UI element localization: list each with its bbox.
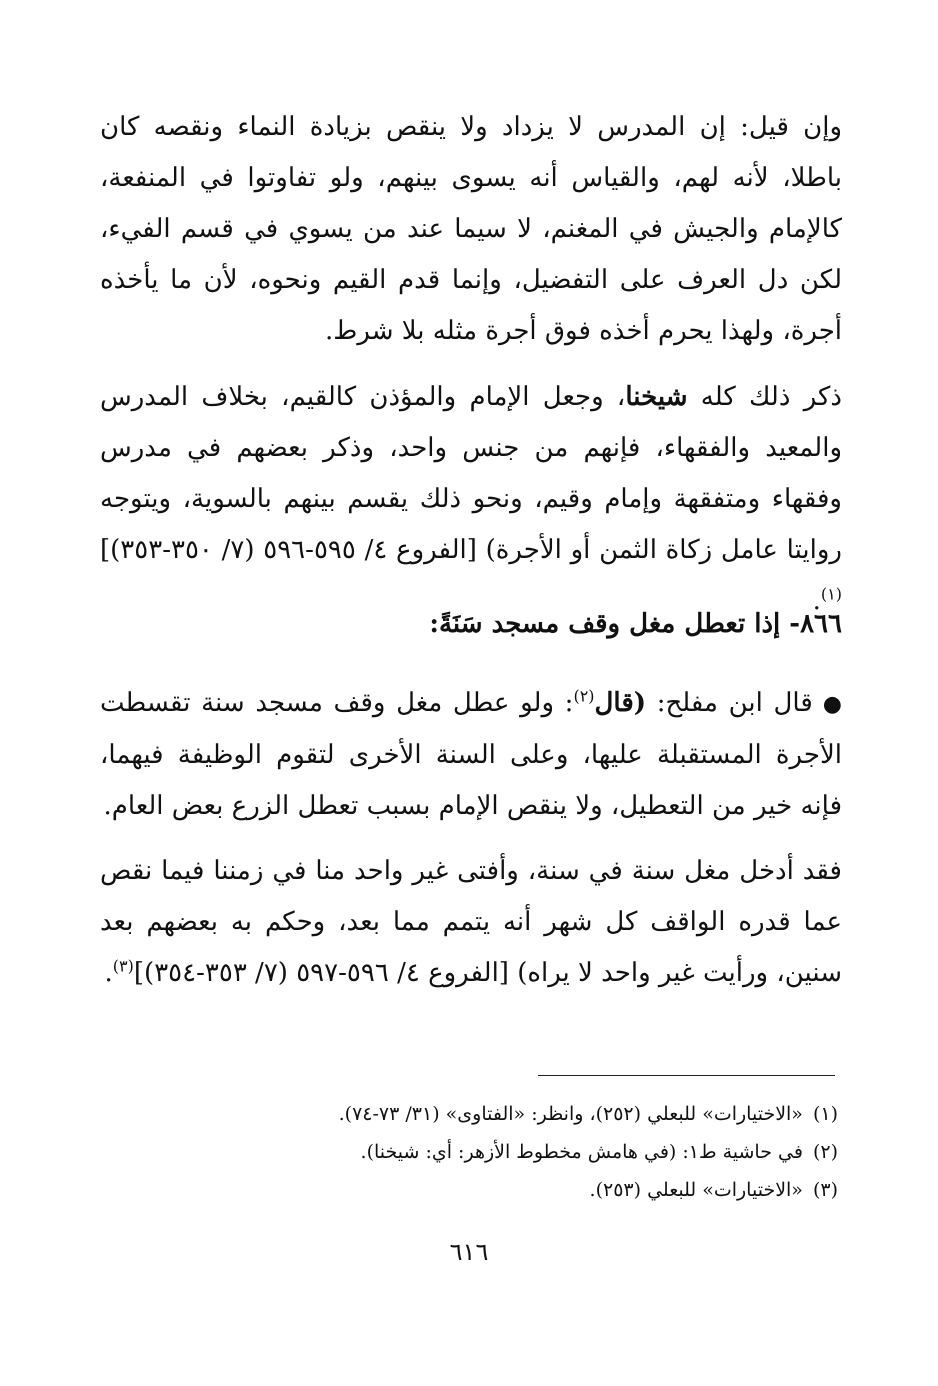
paragraph-2-end: . — [812, 586, 821, 616]
paragraph-3-body: : ولو عطل مغل وقف مسجد سنة تقسطت الأجرة المستقبلة عليها، وعلى السنة الأخرى لتقوم الوظيفة فيهما، فإنه خير من التعطيل، ولا ينقص الإمام بسبب تعطل الزرع بعض العام. — [100, 688, 842, 821]
page-number: ٦١٦ — [449, 1238, 489, 1266]
footnote-1 — [100, 1095, 838, 1133]
sheikh-name-bold: شيخنا — [625, 382, 688, 412]
paragraph-2-text — [100, 372, 842, 627]
footnote-3 — [100, 1171, 838, 1209]
paragraph-4-text — [100, 846, 842, 999]
quote-start-bold: (قال — [594, 688, 647, 718]
paragraph-2 — [100, 372, 842, 627]
footnote-number: (٣) — [812, 1179, 838, 1201]
footnote-2 — [100, 1133, 838, 1171]
footnotes — [100, 1095, 838, 1209]
bullet-icon: ● — [822, 692, 842, 717]
paragraph-3 — [100, 678, 842, 832]
paragraph-1-text: وإن قيل: إن المدرس لا يزداد ولا ينقص بزيادة النماء ونقصه كان باطلا، لأنه لهم، والقياس أنه يسوى بينهم، ولو تفاوتوا في المنفعة، كالإمام والجيش في المغنم، لا سيما عند من يسوي في قسم الفيء، لكن دل العرف على التفضيل، وإنما قدم القيم ونحوه، لأن ما يأخذه أجرة، ولهذا يحرم أخذه فوق أجرة مثله بلا شرط. — [100, 112, 842, 346]
footnote-ref-2[interactable]: (٢) — [573, 686, 595, 706]
paragraph-2-body: ، وجعل الإمام والمؤذن كالقيم، بخلاف المدرس والمعيد والفقهاء، فإنهم من جنس واحد، وذكر بعضهم في مدرس وفقهاء ومتفقهة وإمام وقيم، ونحو ذلك يقسم بينهم بالسوية، ويتوجه روايتا عامل زكاة الثمن أو الأجرة) [الفروع ٤/ ٥٩٥-٥٩٦ (٧/ ٣٥٠-٣٥٣)] — [100, 382, 842, 565]
section-heading: ٨٦٦- إذا تعطل مغل وقف مسجد سَنَةً: — [429, 609, 842, 639]
footnote-number: (٢) — [812, 1141, 838, 1163]
footnote-text: «الاختيارات» للبعلي (٢٥٢)، وانظر: «الفتاوى» (٣١/ ٧٣-٧٤). — [338, 1103, 803, 1125]
paragraph-4-end: . — [104, 958, 113, 988]
footnote-separator — [538, 1075, 835, 1076]
footnote-ref-3[interactable]: (٣) — [112, 956, 134, 976]
paragraph-1 — [100, 102, 842, 357]
footnote-number: (١) — [812, 1103, 838, 1125]
paragraph-2-lead: ذكر ذلك كله — [687, 382, 842, 412]
footnote-text: «الاختيارات» للبعلي (٢٥٣). — [589, 1179, 803, 1201]
paragraph-4-body: فقد أدخل مغل سنة في سنة، وأفتى غير واحد منا في زمننا فيما نقص عما قدره الواقف كل شهر أنه يتمم مما بعد، وحكم به بعضهم بعد سنين، ورأيت غير واحد لا يراه) [الفروع ٤/ ٥٩٦-٥٩٧ (٧/ ٣٥٣-٣٥٤)] — [100, 856, 842, 988]
paragraph-3-text — [100, 678, 842, 832]
footnote-ref-1[interactable]: (١) — [820, 584, 842, 604]
paragraph-3-lead: قال ابن مفلح: — [646, 688, 813, 718]
footnote-text: في حاشية ط١: (في هامش مخطوط الأزهر: أي: شيخنا). — [360, 1141, 803, 1163]
paragraph-4 — [100, 846, 842, 999]
